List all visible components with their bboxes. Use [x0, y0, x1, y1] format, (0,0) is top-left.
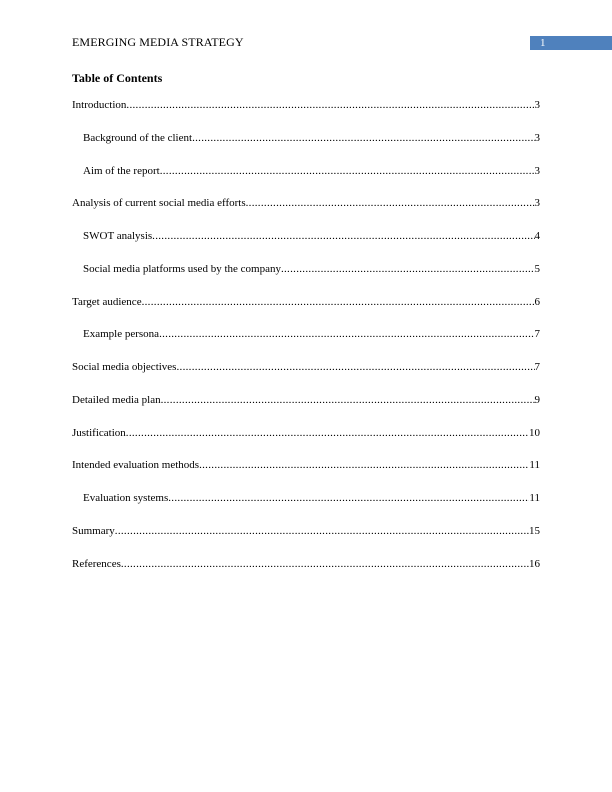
- toc-dot-leader: [126, 426, 529, 440]
- toc-entry-page: 7: [534, 361, 540, 373]
- toc-entry[interactable]: [72, 262, 540, 295]
- toc-heading: Table of Contents: [72, 71, 163, 85]
- toc-entry-text: SWOT analysis: [83, 230, 153, 242]
- toc-entry[interactable]: [72, 426, 540, 459]
- toc-entry-text: Background of the client: [83, 131, 193, 144]
- toc-entry-text: Social media objectives: [72, 361, 177, 373]
- page-number-box: 1: [530, 36, 612, 50]
- toc-dot-leader: [152, 229, 534, 243]
- toc-entry-page: 3: [534, 99, 540, 111]
- toc-entry-page: 5: [534, 262, 540, 275]
- toc-entry-text: Social media platforms used by the company: [83, 262, 281, 275]
- toc-dot-leader: [281, 262, 535, 276]
- toc-entry[interactable]: [72, 327, 540, 360]
- toc-entry[interactable]: [72, 557, 540, 590]
- toc-entry[interactable]: [72, 196, 540, 229]
- toc-dot-leader: [199, 458, 529, 472]
- toc-dot-leader: [115, 524, 529, 538]
- toc-entry-text: Target audience: [72, 295, 142, 308]
- toc-entry-page: 7: [534, 328, 540, 341]
- toc-entry[interactable]: [72, 229, 540, 262]
- toc-entry-text: Example persona: [83, 328, 160, 341]
- running-head: EMERGING MEDIA STRATEGY: [72, 35, 244, 49]
- toc-entry[interactable]: [72, 131, 540, 164]
- toc-entry[interactable]: [72, 360, 540, 393]
- toc-entry-page: 16: [529, 557, 540, 570]
- toc-dot-leader: [142, 295, 535, 309]
- toc-entry-text: Detailed media plan: [72, 393, 161, 406]
- toc-entry[interactable]: [72, 393, 540, 426]
- toc-entry-text: Analysis of current social media efforts: [72, 197, 246, 210]
- toc-entry-text: Introduction: [72, 99, 127, 111]
- toc-dot-leader: [159, 327, 534, 341]
- toc-entry-page: 3: [534, 197, 540, 210]
- toc-entry-page: 15: [529, 524, 540, 537]
- toc-dot-leader: [161, 393, 535, 407]
- toc-entry-page: 3: [534, 131, 540, 144]
- toc-dot-leader: [160, 164, 535, 178]
- toc-entry[interactable]: [72, 458, 540, 491]
- toc-dot-leader: [176, 360, 534, 374]
- toc-entry-page: 10: [529, 426, 540, 439]
- toc-entry-text: Intended evaluation methods: [72, 459, 200, 472]
- toc-entry[interactable]: [72, 295, 540, 328]
- toc-entry-page: 6: [534, 295, 540, 308]
- toc-dot-leader: [126, 98, 534, 112]
- toc-dot-leader: [192, 131, 534, 145]
- toc-entry-page: 3: [534, 164, 540, 177]
- toc-entry-text: Summary: [72, 524, 115, 537]
- toc-entry[interactable]: [72, 164, 540, 197]
- toc-entry[interactable]: [72, 98, 540, 131]
- toc-dot-leader: [168, 491, 529, 505]
- toc-entry-text: Aim of the report: [83, 164, 160, 177]
- toc-entry[interactable]: [72, 491, 540, 524]
- toc-entry[interactable]: [72, 524, 540, 557]
- toc-dot-leader: [121, 557, 529, 571]
- toc-entry-page: 4: [534, 230, 540, 242]
- toc-entry-page: 11: [529, 459, 540, 472]
- toc-dot-leader: [246, 196, 535, 210]
- toc-entry-page: 11: [529, 492, 540, 504]
- toc-entry-text: Justification: [72, 426, 126, 439]
- toc-entry-page: 9: [534, 393, 540, 406]
- toc-entry-text: References: [72, 557, 121, 570]
- toc-list: [72, 98, 540, 589]
- toc-entry-text: Evaluation systems: [83, 492, 169, 504]
